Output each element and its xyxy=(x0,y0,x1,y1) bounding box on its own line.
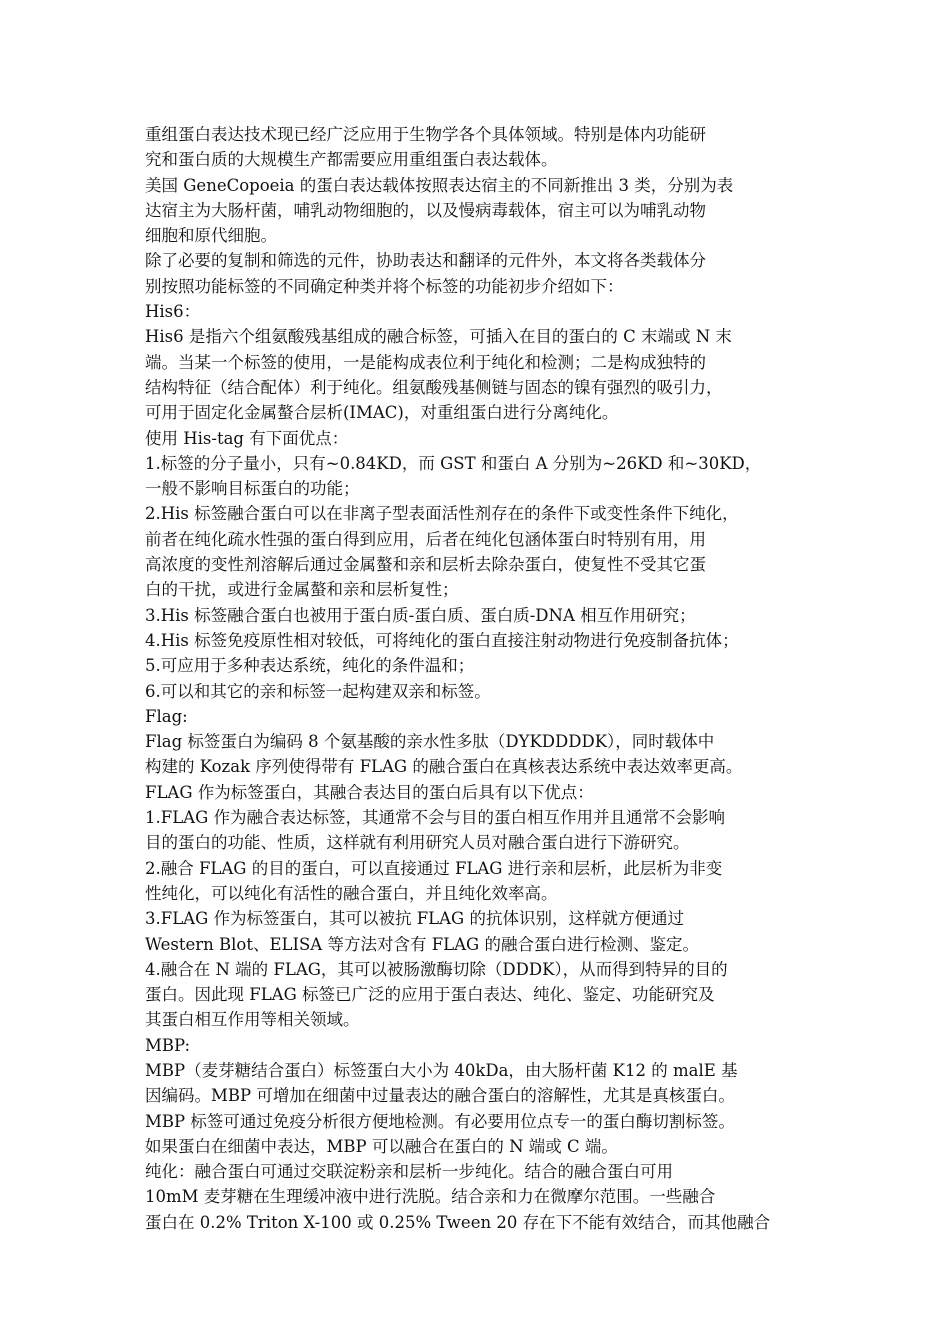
text-line: 除了必要的复制和筛选的元件，协助表达和翻译的元件外，本文将各类载体分 xyxy=(145,251,706,271)
text-line: His6 是指六个组氨酸残基组成的融合标签，可插入在目的蛋白的 C 末端或 N 末 xyxy=(145,327,732,347)
text-line: 因编码。MBP 可增加在细菌中过量表达的融合蛋白的溶解性，尤其是真核蛋白。 xyxy=(145,1086,735,1106)
text-line: 细胞和原代细胞。 xyxy=(145,226,277,246)
text-line: FLAG 作为标签蛋白，其融合表达目的蛋白后具有以下优点： xyxy=(145,782,594,802)
text-line: 构建的 Kozak 序列使得带有 FLAG 的融合蛋白在真核表达系统中表达效率更高。 xyxy=(145,757,743,777)
text-line: 一般不影响目标蛋白的功能； xyxy=(145,479,360,499)
text-line: 5.可应用于多种表达系统，纯化的条件温和； xyxy=(145,656,475,676)
text-line: 达宿主为大肠杆菌，哺乳动物细胞的，以及慢病毒载体，宿主可以为哺乳动物 xyxy=(145,200,706,220)
text-line: 性纯化，可以纯化有活性的融合蛋白，并且纯化效率高。 xyxy=(145,883,558,903)
section-heading-mbp: MBP: xyxy=(145,1035,191,1055)
text-line: 其蛋白相互作用等相关领域。 xyxy=(145,1010,360,1030)
text-line: 重组蛋白表达技术现已经广泛应用于生物学各个具体领域。特别是体内功能研 xyxy=(145,125,706,144)
text-line: MBP（麦芽糖结合蛋白）标签蛋白大小为 40kDa，由大肠杆菌 K12 的 malE 基 xyxy=(145,1060,738,1080)
text-line: 3.FLAG 作为标签蛋白，其可以被抗 FLAG 的抗体识别，这样就方便通过 xyxy=(145,909,684,929)
text-line: 3.His 标签融合蛋白也被用于蛋白质-蛋白质、蛋白质-DNA 相互作用研究； xyxy=(145,605,696,625)
text-line: MBP 标签可通过免疫分析很方便地检测。有必要用位点专一的蛋白酶切割标签。 xyxy=(145,1111,735,1131)
text-line: 6.可以和其它的亲和标签一起构建双亲和标签。 xyxy=(145,681,491,701)
text-line: Flag 标签蛋白为编码 8 个氨基酸的亲水性多肽（DYKDDDDK），同时载体中 xyxy=(145,732,715,752)
text-line: 可用于固定化金属螯合层析(IMAC)，对重组蛋白进行分离纯化。 xyxy=(145,403,619,423)
text-line: 结构特征（结合配体）利于纯化。组氨酸残基侧链与固态的镍有强烈的吸引力， xyxy=(145,377,723,397)
text-line: 如果蛋白在细菌中表达，MBP 可以融合在蛋白的 N 端或 C 端。 xyxy=(145,1136,618,1156)
text-line: 白的干扰，或进行金属螯和亲和层析复性； xyxy=(145,580,459,600)
document-body xyxy=(145,122,815,1235)
text-line: 端。当某一个标签的使用，一是能构成表位利于纯化和检测；二是构成独特的 xyxy=(145,352,706,372)
section-heading-flag: Flag: xyxy=(145,706,188,726)
text-line: 2.His 标签融合蛋白可以在非离子型表面活性剂存在的条件下或变性条件下纯化， xyxy=(145,504,739,524)
text-line: 目的蛋白的功能、性质，这样就有利用研究人员对融合蛋白进行下游研究。 xyxy=(145,833,690,853)
text-line: 前者在纯化疏水性强的蛋白得到应用，后者在纯化包涵体蛋白时特别有用，用 xyxy=(145,529,706,549)
text-line: 蛋白。因此现 FLAG 标签已广泛的应用于蛋白表达、纯化、鉴定、功能研究及 xyxy=(145,985,715,1005)
text-line: 10mM 麦芽糖在生理缓冲液中进行洗脱。结合亲和力在微摩尔范围。一些融合 xyxy=(145,1187,716,1207)
text-line: 究和蛋白质的大规模生产都需要应用重组蛋白表达载体。 xyxy=(145,150,558,170)
text-line: 1.标签的分子量小，只有~0.84KD，而 GST 和蛋白 A 分别为~26KD 和~30KD， xyxy=(145,453,762,473)
text-line: Western Blot、ELISA 等方法对含有 FLAG 的融合蛋白进行检测、鉴定。 xyxy=(145,934,699,954)
text-line: 别按照功能标签的不同确定种类并将个标签的功能初步介绍如下： xyxy=(145,276,624,296)
text-line: 4.His 标签免疫原性相对较低，可将纯化的蛋白直接注射动物进行免疫制备抗体； xyxy=(145,630,739,650)
text-line: 1.FLAG 作为融合表达标签，其通常不会与目的蛋白相互作用并且通常不会影响 xyxy=(145,808,725,828)
text-line: 使用 His-tag 有下面优点： xyxy=(145,428,349,448)
text-line: 美国 GeneCopoeia 的蛋白表达载体按照表达宿主的不同新推出 3 类，分别为表 xyxy=(145,175,734,195)
text-line: 高浓度的变性剂溶解后通过金属螯和亲和层析去除杂蛋白，使复性不受其它蛋 xyxy=(145,555,706,575)
text-line: 纯化：融合蛋白可通过交联淀粉亲和层析一步纯化。结合的融合蛋白可用 xyxy=(145,1162,673,1182)
text-line: 蛋白在 0.2% Triton X-100 或 0.25% Tween 20 存在下不能有效结合，而其他融合 xyxy=(145,1212,771,1232)
text-line: 4.融合在 N 端的 FLAG，其可以被肠激酶切除（DDDK），从而得到特异的目的 xyxy=(145,959,728,979)
text-line: 2.融合 FLAG 的目的蛋白，可以直接通过 FLAG 进行亲和层析，此层析为非变 xyxy=(145,858,723,878)
section-heading-his6: His6： xyxy=(145,302,201,322)
